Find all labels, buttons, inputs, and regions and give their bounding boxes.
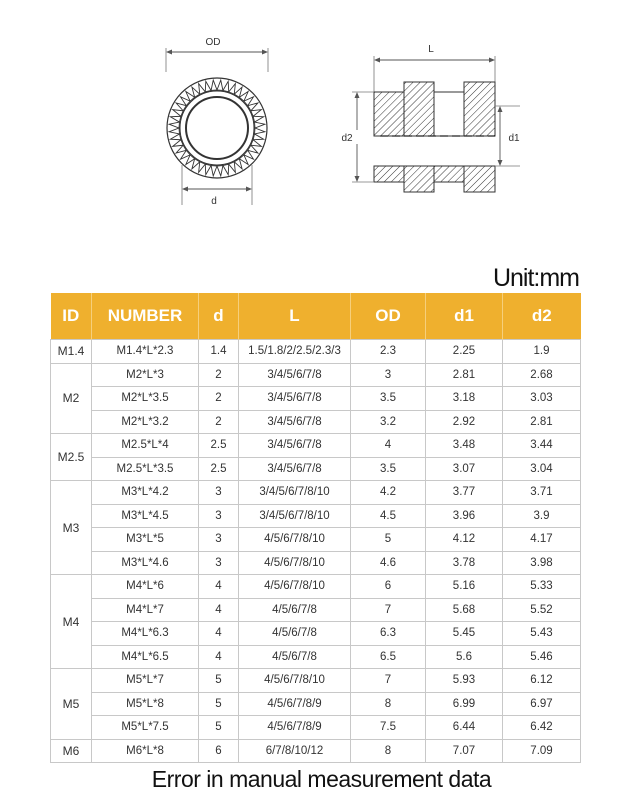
table-row: [51, 551, 581, 575]
cell-d2: 5.52: [503, 598, 581, 622]
cell-od: 4.6: [351, 551, 426, 575]
cell-d: 5: [199, 716, 239, 740]
cell-od: 3.5: [351, 387, 426, 411]
cell-number: M5*L*7.5: [92, 716, 199, 740]
cell-number: M1.4*L*2.3: [92, 340, 199, 364]
cell-d: 5: [199, 692, 239, 716]
table-row: [51, 739, 581, 763]
cell-d1: 6.44: [426, 716, 503, 740]
cell-d1: 7.07: [426, 739, 503, 763]
spec-table: [50, 293, 581, 763]
unit-label: Unit:mm: [492, 264, 579, 292]
cell-d1: 2.92: [426, 410, 503, 434]
cell-od: 2.3: [351, 340, 426, 364]
cell-l: 3/4/5/6/7/8/10: [239, 504, 351, 528]
cell-d2: 3.03: [503, 387, 581, 411]
cell-d1: 3.18: [426, 387, 503, 411]
cell-d1: 2.81: [426, 363, 503, 387]
cell-d2: 2.81: [503, 410, 581, 434]
cell-d2: 6.97: [503, 692, 581, 716]
cell-d2: 4.17: [503, 528, 581, 552]
cell-number: M2.5*L*3.5: [92, 457, 199, 481]
table-row: [51, 528, 581, 552]
cell-l: 3/4/5/6/7/8: [239, 363, 351, 387]
table-row: [51, 481, 581, 505]
cell-d: 3: [199, 528, 239, 552]
cell-id: M3: [51, 481, 92, 575]
spec-table-body: [51, 340, 581, 763]
header-l: L: [239, 293, 351, 340]
cell-l: 3/4/5/6/7/8: [239, 457, 351, 481]
cell-number: M4*L*6.3: [92, 622, 199, 646]
cell-l: 1.5/1.8/2/2.5/2.3/3: [239, 340, 351, 364]
cell-od: 4.2: [351, 481, 426, 505]
cell-d: 4: [199, 622, 239, 646]
cell-od: 4: [351, 434, 426, 458]
cell-d: 4: [199, 598, 239, 622]
cell-d: 2: [199, 363, 239, 387]
cell-number: M6*L*8: [92, 739, 199, 763]
table-header-row: [51, 293, 581, 340]
table-row: [51, 340, 581, 364]
table-row: [51, 504, 581, 528]
cell-d2: 3.98: [503, 551, 581, 575]
cell-d1: 4.12: [426, 528, 503, 552]
cell-d1: 3.07: [426, 457, 503, 481]
technical-drawing: [0, 0, 643, 260]
cell-l: 6/7/8/10/12: [239, 739, 351, 763]
table-row: [51, 598, 581, 622]
cell-d: 3: [199, 481, 239, 505]
d-dimension-label: d: [211, 196, 217, 207]
cell-d: 2: [199, 387, 239, 411]
cell-number: M5*L*7: [92, 669, 199, 693]
table-row: [51, 575, 581, 599]
cell-d1: 3.48: [426, 434, 503, 458]
cell-l: 4/5/6/7/8: [239, 622, 351, 646]
cell-number: M2*L*3.5: [92, 387, 199, 411]
od-dimension-label: OD: [205, 37, 221, 48]
cell-d: 2.5: [199, 457, 239, 481]
cell-d: 3: [199, 504, 239, 528]
cell-d2: 5.43: [503, 622, 581, 646]
cell-d1: 5.45: [426, 622, 503, 646]
cell-d1: 5.6: [426, 645, 503, 669]
cell-d: 4: [199, 575, 239, 599]
cell-l: 3/4/5/6/7/8: [239, 387, 351, 411]
cell-id: M2: [51, 363, 92, 434]
cell-number: M3*L*4.5: [92, 504, 199, 528]
table-row: [51, 692, 581, 716]
cell-d1: 3.77: [426, 481, 503, 505]
cell-d2: 2.68: [503, 363, 581, 387]
cell-id: M4: [51, 575, 92, 669]
cell-d2: 3.71: [503, 481, 581, 505]
cell-od: 8: [351, 739, 426, 763]
cell-d1: 5.16: [426, 575, 503, 599]
cell-d2: 7.09: [503, 739, 581, 763]
cell-l: 4/5/6/7/8/10: [239, 528, 351, 552]
cell-id: M2.5: [51, 434, 92, 481]
cell-d2: 3.44: [503, 434, 581, 458]
cell-od: 7: [351, 669, 426, 693]
table-row: [51, 716, 581, 740]
table-row: [51, 622, 581, 646]
side-section-view: [338, 44, 520, 192]
cell-od: 4.5: [351, 504, 426, 528]
d1-dimension-label: d1: [508, 133, 520, 144]
cell-od: 5: [351, 528, 426, 552]
cell-number: M3*L*4.6: [92, 551, 199, 575]
cell-id: M5: [51, 669, 92, 740]
header-d2: d2: [503, 293, 581, 340]
cell-d: 2.5: [199, 434, 239, 458]
cell-id: M6: [51, 739, 92, 763]
header-id: ID: [51, 293, 92, 340]
table-row: [51, 410, 581, 434]
cell-l: 4/5/6/7/8/9: [239, 716, 351, 740]
cell-d1: 2.25: [426, 340, 503, 364]
header-od: OD: [351, 293, 426, 340]
cell-l: 4/5/6/7/8/9: [239, 692, 351, 716]
cell-od: 6: [351, 575, 426, 599]
cell-d2: 3.9: [503, 504, 581, 528]
cell-d: 6: [199, 739, 239, 763]
cell-l: 4/5/6/7/8/10: [239, 551, 351, 575]
cell-d1: 3.96: [426, 504, 503, 528]
header-number: NUMBER: [92, 293, 199, 340]
cell-d2: 5.33: [503, 575, 581, 599]
cell-od: 6.3: [351, 622, 426, 646]
cell-od: 7: [351, 598, 426, 622]
cell-number: M2*L*3: [92, 363, 199, 387]
cell-l: 3/4/5/6/7/8: [239, 434, 351, 458]
cell-number: M4*L*6.5: [92, 645, 199, 669]
cell-number: M4*L*7: [92, 598, 199, 622]
header-d1: d1: [426, 293, 503, 340]
cell-id: M1.4: [51, 340, 92, 364]
cell-od: 3: [351, 363, 426, 387]
cell-od: 8: [351, 692, 426, 716]
cell-number: M3*L*4.2: [92, 481, 199, 505]
cell-l: 4/5/6/7/8/10: [239, 575, 351, 599]
cell-l: 4/5/6/7/8: [239, 598, 351, 622]
cell-number: M3*L*5: [92, 528, 199, 552]
cell-od: 6.5: [351, 645, 426, 669]
cell-d2: 5.46: [503, 645, 581, 669]
cell-d1: 5.68: [426, 598, 503, 622]
cell-d: 2: [199, 410, 239, 434]
d2-dimension-label: d2: [341, 133, 353, 144]
cell-number: M4*L*6: [92, 575, 199, 599]
cell-l: 3/4/5/6/7/8/10: [239, 481, 351, 505]
table-row: [51, 645, 581, 669]
cell-l: 4/5/6/7/8/10: [239, 669, 351, 693]
cell-number: M5*L*8: [92, 692, 199, 716]
cell-od: 3.5: [351, 457, 426, 481]
cell-d: 5: [199, 669, 239, 693]
table-row: [51, 363, 581, 387]
cell-d1: 5.93: [426, 669, 503, 693]
table-row: [51, 457, 581, 481]
cell-l: 3/4/5/6/7/8: [239, 410, 351, 434]
cell-d2: 3.04: [503, 457, 581, 481]
cell-d1: 6.99: [426, 692, 503, 716]
cell-number: M2.5*L*4: [92, 434, 199, 458]
front-view: [166, 37, 268, 207]
header-d: d: [199, 293, 239, 340]
cell-d: 4: [199, 645, 239, 669]
table-row: [51, 434, 581, 458]
cell-d2: 6.42: [503, 716, 581, 740]
cell-d2: 6.12: [503, 669, 581, 693]
cell-d1: 3.78: [426, 551, 503, 575]
cell-number: M2*L*3.2: [92, 410, 199, 434]
cell-od: 3.2: [351, 410, 426, 434]
cell-d: 1.4: [199, 340, 239, 364]
cell-od: 7.5: [351, 716, 426, 740]
table-row: [51, 387, 581, 411]
footer-note: Error in manual measurement data: [151, 766, 492, 792]
cell-d: 3: [199, 551, 239, 575]
l-dimension-label: L: [428, 44, 434, 55]
cell-l: 4/5/6/7/8: [239, 645, 351, 669]
cell-d2: 1.9: [503, 340, 581, 364]
table-row: [51, 669, 581, 693]
